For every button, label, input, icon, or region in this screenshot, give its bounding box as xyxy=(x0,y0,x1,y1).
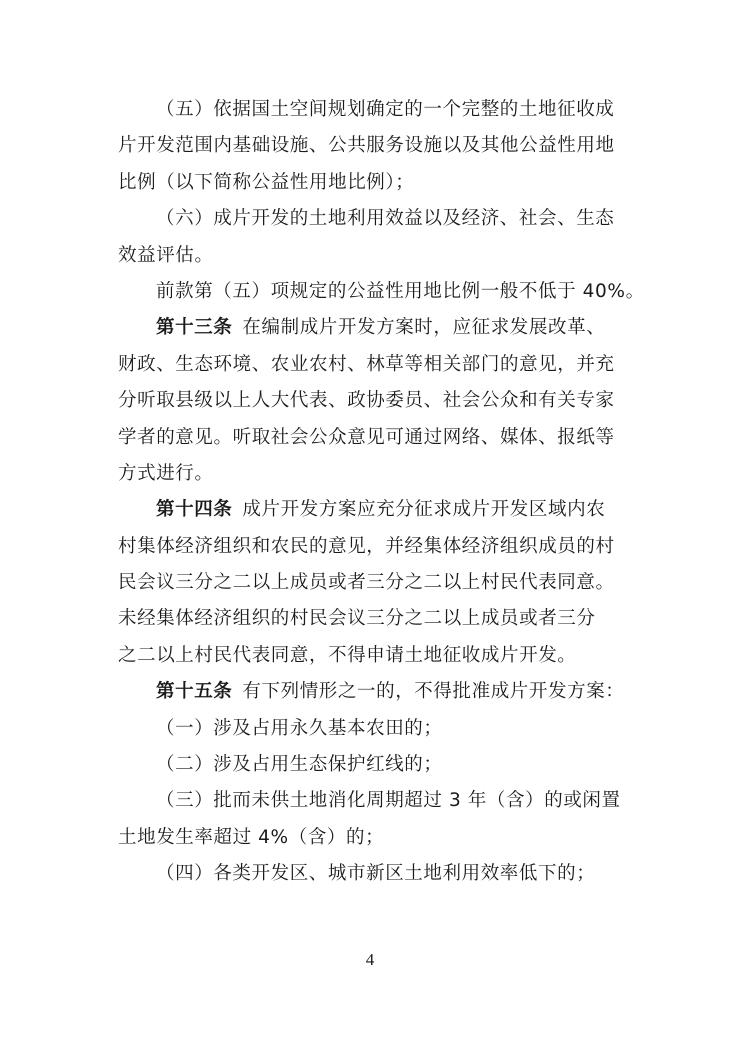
clause-5-line-3: 比例（以下简称公益性用地比例）； xyxy=(118,171,415,193)
article-15-heading: 第十五条 xyxy=(156,681,233,703)
document-body xyxy=(118,92,645,893)
article-14-line-3: 民会议三分之二以上成员或者三分之二以上村民代表同意。 xyxy=(118,572,615,594)
article-13-text: 在编制成片开发方案时，应征求发展改革、 xyxy=(242,317,606,339)
ratio-paragraph: 前款第（五）项规定的公益性用地比例一般不低于 40%。 xyxy=(156,280,645,302)
article-14-text: 成片开发方案应充分征求成片开发区域内农 xyxy=(242,499,606,521)
article-13-line-5: 方式进行。 xyxy=(118,462,214,484)
article-14-line-2: 村集体经济组织和农民的意见，并经集体经济组织成员的村 xyxy=(118,535,615,557)
article-14-line-4: 未经集体经济组织的村民会议三分之二以上成员或者三分 xyxy=(118,608,596,630)
article-14-heading: 第十四条 xyxy=(156,499,233,521)
article-15-text: 有下列情形之一的，不得批准成片开发方案： xyxy=(242,681,625,703)
article-15-item-3: （三）批而未供土地消化周期超过 3 年（含）的或闲置 xyxy=(156,790,621,812)
clause-6-line-1: （六）成片开发的土地利用效益以及经济、社会、生态 xyxy=(156,208,615,230)
page-number: 4 xyxy=(365,950,375,969)
clause-6-line-2: 效益评估。 xyxy=(118,244,214,266)
clause-5-line-1: （五）依据国土空间规划确定的一个完整的土地征收成 xyxy=(156,99,615,120)
article-13-line-4: 学者的意见。听取社会公众意见可通过网络、媒体、报纸等 xyxy=(118,426,615,448)
article-13-heading: 第十三条 xyxy=(156,317,233,339)
article-14-line-5: 之二以上村民代表同意，不得申请土地征收成片开发。 xyxy=(118,644,577,666)
article-14-line-1 xyxy=(118,492,630,528)
article-15-item-2: （二）涉及占用生态保护红线的； xyxy=(156,754,443,776)
article-15-line-1 xyxy=(118,674,630,710)
article-15-item-3-cont: 土地发生率超过 4%（含）的； xyxy=(118,826,385,848)
article-13-line-2: 财政、生态环境、农业农村、林草等相关部门的意见，并充 xyxy=(118,353,615,375)
article-13-line-3: 分听取县级以上人大代表、政协委员、社会公众和有关专家 xyxy=(118,390,615,412)
article-13-line-1 xyxy=(118,310,630,346)
clause-5-line-2: 片开发范围内基础设施、公共服务设施以及其他公益性用地 xyxy=(118,135,615,157)
article-15-item-4: （四）各类开发区、城市新区土地利用效率低下的； xyxy=(156,863,596,885)
article-15-item-1: （一）涉及占用永久基本农田的； xyxy=(156,717,443,739)
